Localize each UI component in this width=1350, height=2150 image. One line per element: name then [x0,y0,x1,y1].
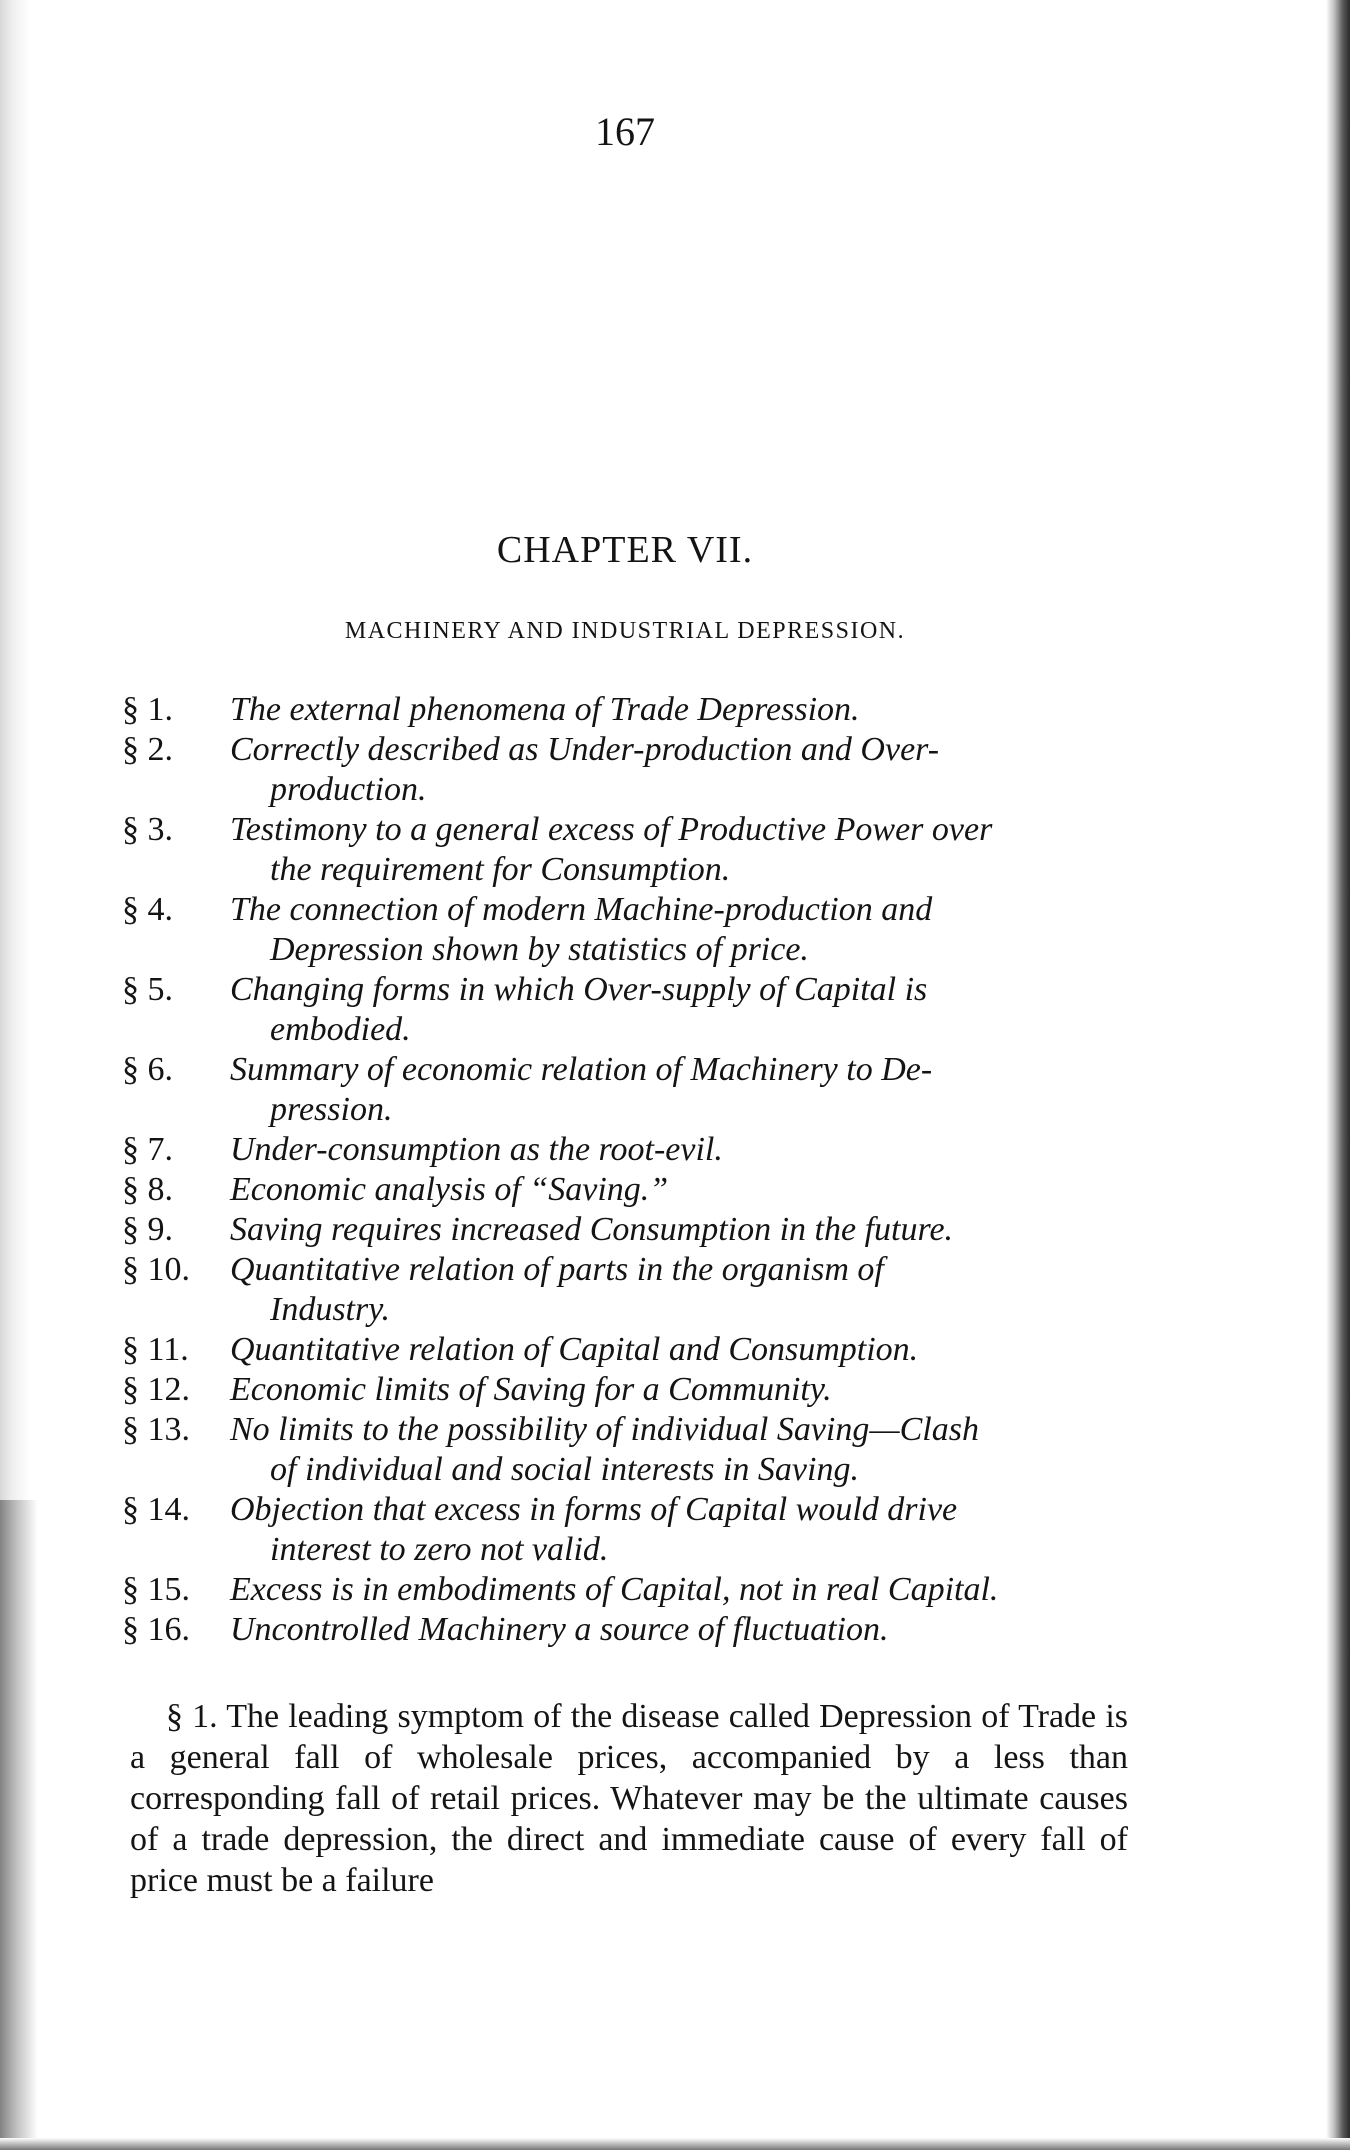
section-summary [230,1570,1130,1610]
chapter-contents-list [122,690,1130,1650]
section-number: § 15. [122,1571,190,1608]
contents-entry [122,1210,1130,1250]
section-summary [230,1370,1130,1410]
section-summary [230,1490,1130,1570]
section-summary [230,970,1130,1050]
section-number: § 2. [122,731,173,768]
section-summary-line: Economic analysis of “Saving.” [230,1171,669,1208]
scan-edge-bottom [0,2138,1350,2150]
scan-binding-shadow [0,1500,38,2150]
section-summary-line: Under-consumption as the root-evil. [230,1131,723,1168]
contents-entry [122,1490,1130,1570]
section-summary-line: No limits to the possibility of individual Saving—Clash [230,1411,979,1448]
section-summary-continuation: production. [270,771,427,808]
section-summary-continuation: pression. [270,1091,393,1128]
section-summary [230,1210,1130,1250]
chapter-title: CHAPTER VII. [496,529,754,571]
section-summary-line: Excess is in embodiments of Capital, not in real Capital. [230,1571,999,1608]
contents-entry [122,1570,1130,1610]
section-summary-line: Changing forms in which Over-supply of Capital is [230,971,928,1008]
contents-entry [122,1050,1130,1130]
section-summary [230,1330,1130,1370]
section-summary [230,1250,1130,1330]
contents-entry [122,1410,1130,1490]
section-number: § 3. [122,811,173,848]
section-number: § 13. [122,1411,190,1448]
section-number: § 4. [122,891,173,928]
section-summary-continuation: embodied. [270,1011,411,1048]
section-number: § 6. [122,1051,173,1088]
body-paragraph: § 1. The leading symptom of the disease called Depression of Trade is a general fall of wholesale prices, accompanied by a less than corresponding fall of retail prices. Whatever may be the ultimate causes of a trade depression, the direct and immediate cause of every fall of price must be a failure [130,1698,1128,1899]
section-summary [230,810,1130,890]
contents-entry [122,690,1130,730]
contents-entry [122,1250,1130,1330]
contents-entry [122,970,1130,1050]
section-number: § 14. [122,1491,190,1528]
section-number: § 9. [122,1211,173,1248]
contents-entry [122,1130,1130,1170]
contents-entry [122,810,1130,890]
section-number: § 11. [122,1331,189,1368]
section-summary-continuation: the requirement for Consumption. [270,851,731,888]
page-number: 167 [595,109,655,154]
contents-entry [122,1330,1130,1370]
section-summary-line: Summary of economic relation of Machinery to De- [230,1051,933,1088]
section-summary-line: Quantitative relation of Capital and Consumption. [230,1331,919,1368]
section-summary [230,1610,1130,1650]
section-number: § 8. [122,1171,173,1208]
chapter-subtitle: MACHINERY AND INDUSTRIAL DEPRESSION. [344,618,906,644]
section-number: § 7. [122,1131,173,1168]
section-summary-continuation: of individual and social interests in Saving. [270,1451,859,1488]
section-summary [230,1050,1130,1130]
scan-edge-right [1326,0,1350,2150]
section-summary-line: The connection of modern Machine-production and [230,891,933,928]
section-summary [230,1130,1130,1170]
section-summary-line: Testimony to a general excess of Productive Power over [230,811,993,848]
contents-entry [122,1170,1130,1210]
section-number: § 1. [122,691,173,728]
section-summary-continuation: Industry. [270,1291,390,1328]
section-number: § 5. [122,971,173,1008]
section-summary-line: Saving requires increased Consumption in the future. [230,1211,954,1248]
section-summary [230,730,1130,810]
section-number: § 16. [122,1611,190,1648]
contents-entry [122,730,1130,810]
section-number: § 10. [122,1251,190,1288]
section-summary [230,1410,1130,1490]
contents-entry [122,1610,1130,1650]
section-summary-continuation: interest to zero not valid. [270,1531,609,1568]
section-summary [230,1170,1130,1210]
section-summary-line: The external phenomena of Trade Depression. [230,691,860,728]
section-summary-line: Objection that excess in forms of Capital would drive [230,1491,958,1528]
section-summary-line: Economic limits of Saving for a Community. [230,1371,832,1408]
section-summary [230,690,1130,730]
contents-entry [122,890,1130,970]
section-summary-continuation: Depression shown by statistics of price. [270,931,809,968]
section-summary-line: Correctly described as Under-production and Over- [230,731,940,768]
section-summary [230,890,1130,970]
section-number: § 12. [122,1371,190,1408]
section-summary-line: Uncontrolled Machinery a source of fluctuation. [230,1611,889,1648]
contents-entry [122,1370,1130,1410]
section-summary-line: Quantitative relation of parts in the organism of [230,1251,884,1288]
